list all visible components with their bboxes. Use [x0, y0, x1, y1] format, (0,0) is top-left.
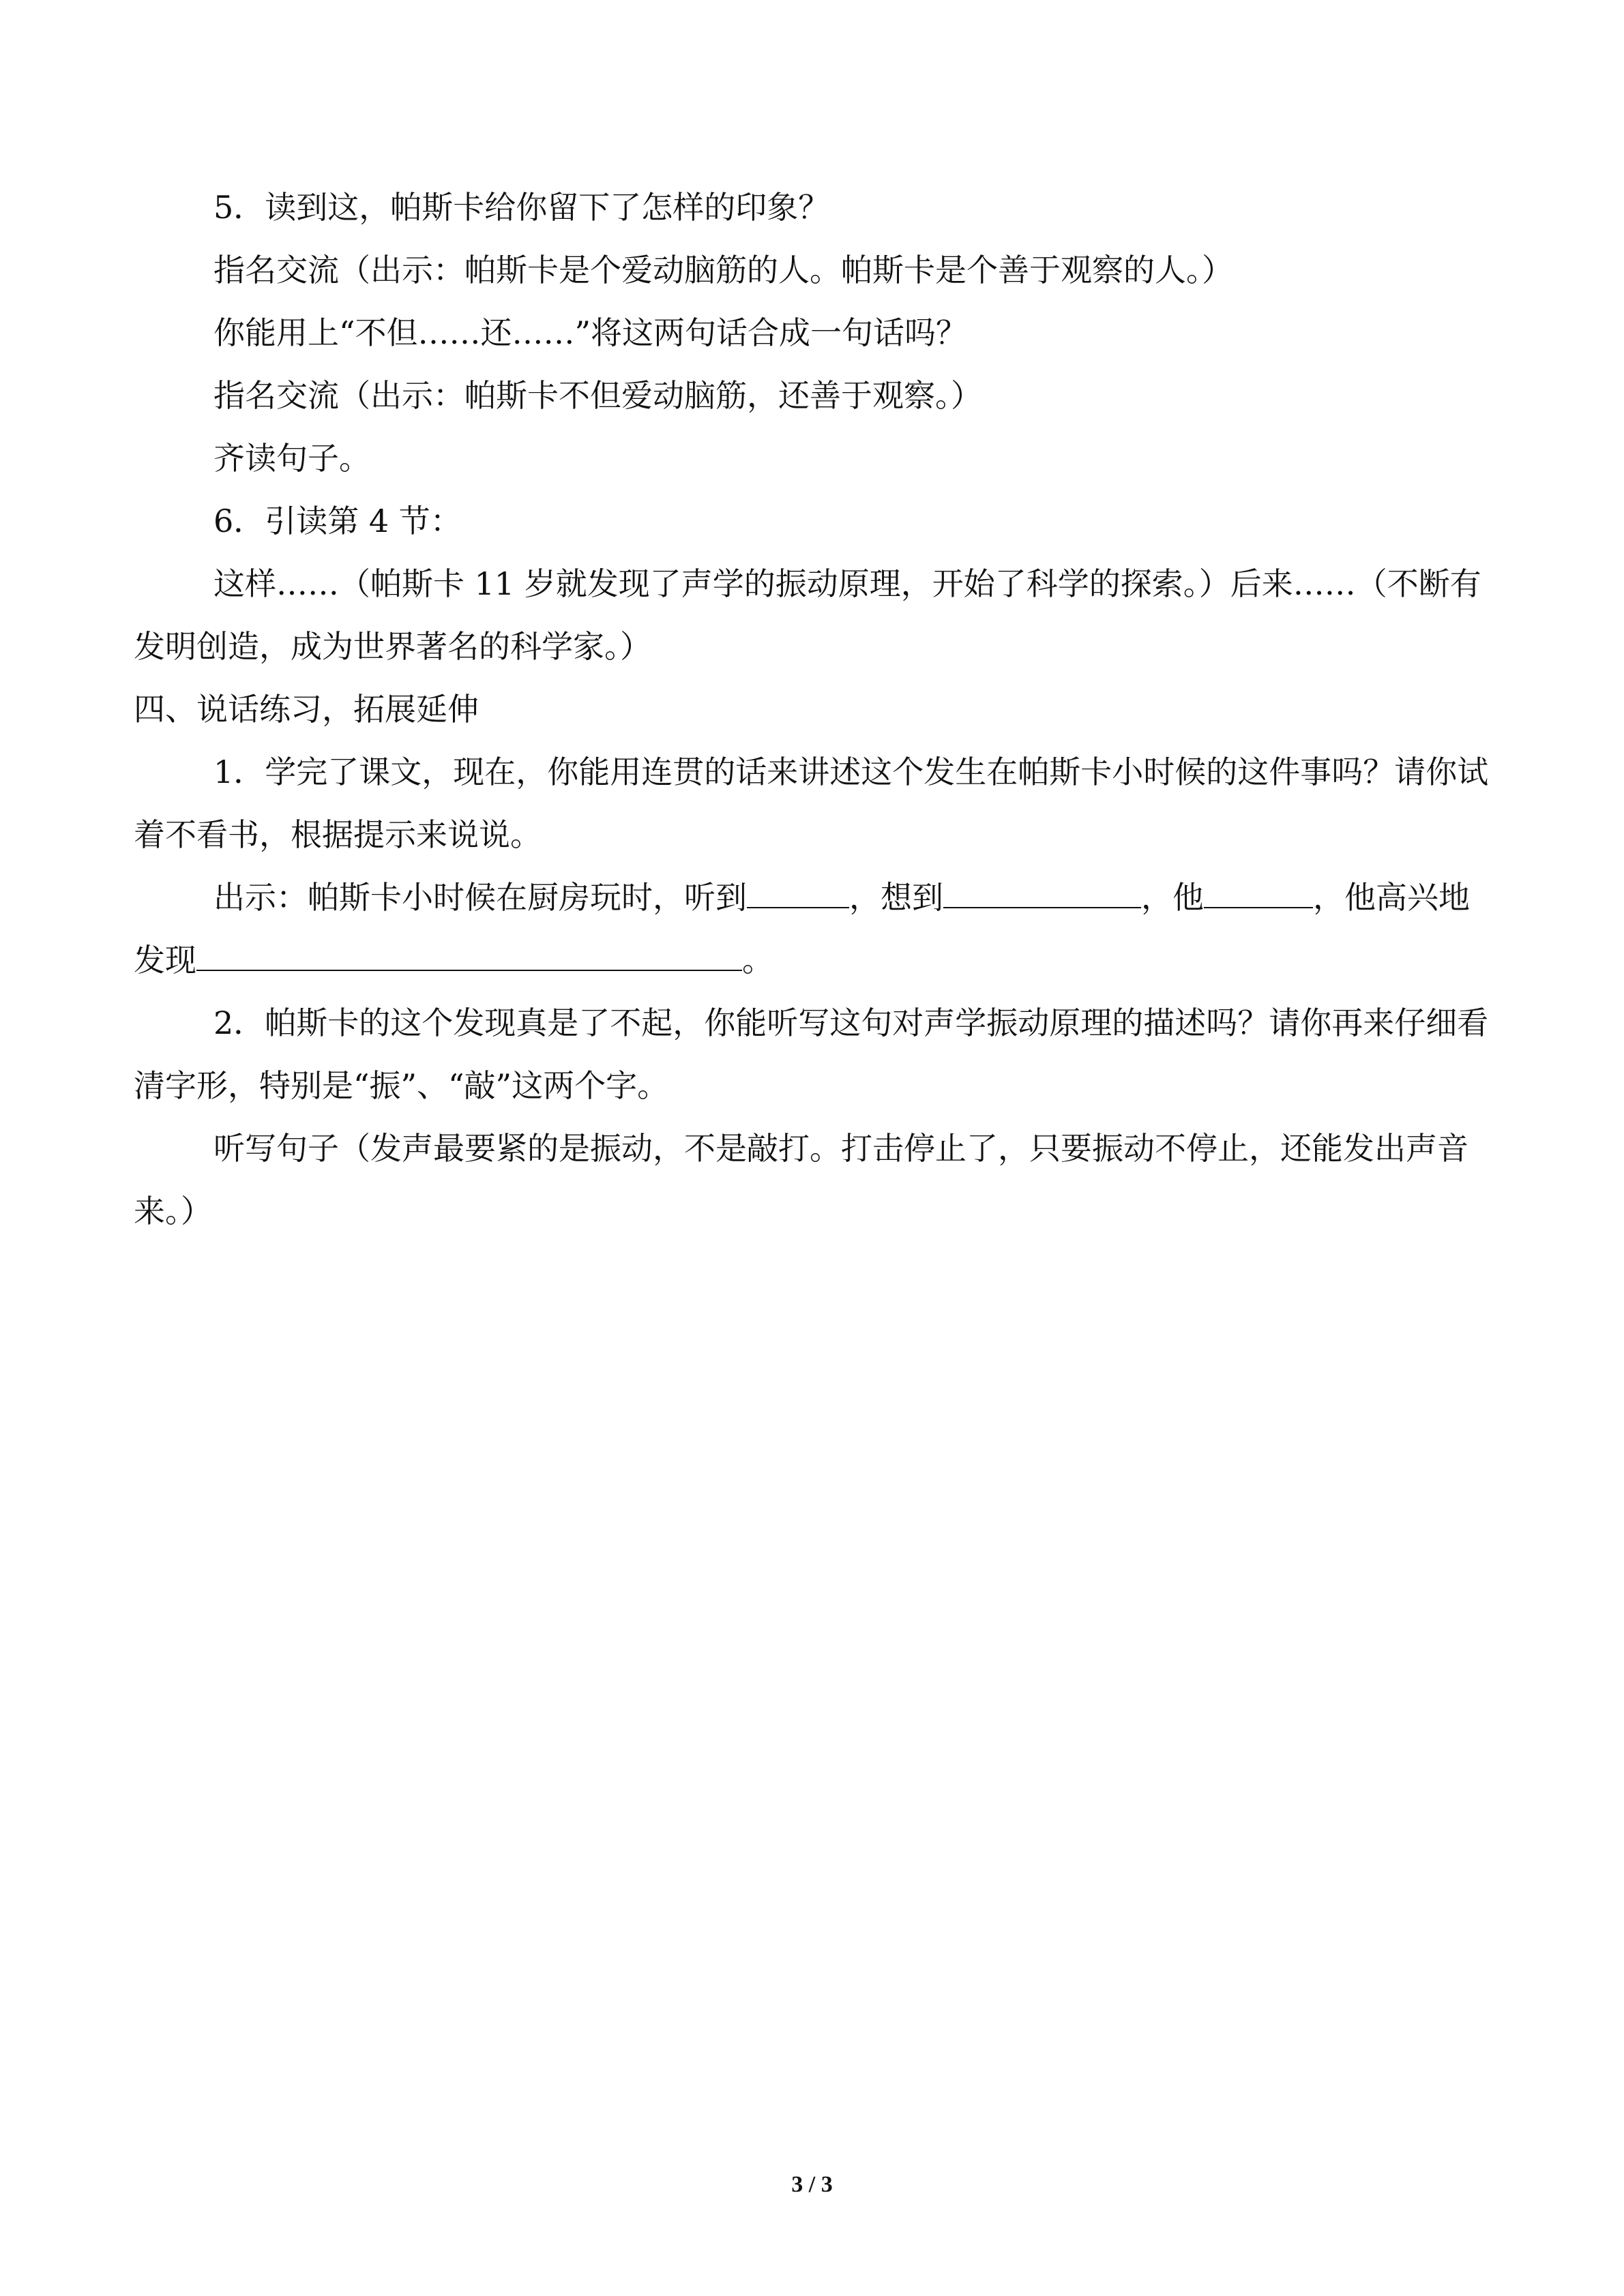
prompt-text-1: 出示：帕斯卡小时候在厨房玩时，听到	[213, 879, 747, 916]
guided-reading: 这样……（帕斯卡 11 岁就发现了声学的振动原理，开始了科学的探索。）后来……（不断有发明创造，成为世界著名的科学家。）	[134, 565, 1481, 665]
section-heading: 四、说话练习，拓展延伸	[134, 691, 479, 728]
read-together: 齐读句子。	[213, 440, 370, 477]
prompt-text-2: ，想到	[849, 879, 943, 916]
prompt-text-3: ，他	[1141, 879, 1204, 916]
speaking-task-1: 1．学完了课文，现在，你能用连贯的话来讲述这个发生在帕斯卡小时候的这件事吗？请你试着不看书，根据提示来说说。	[134, 754, 1489, 853]
blank-discovery	[196, 942, 742, 971]
blank-heard	[747, 880, 849, 908]
step-6: 6．引读第 4 节：	[213, 503, 462, 539]
dictation-task-2: 2．帕斯卡的这个发现真是了不起，你能听写这句对声学振动原理的描述吗？请你再来仔细看清字形，特别是“振”、“敲”这两个字。	[134, 1004, 1489, 1104]
exchange-2: 指名交流（出示：帕斯卡不但爱动脑筋，还善于观察。）	[213, 377, 982, 414]
dictation-sentence: 听写句子（发声最要紧的是振动，不是敲打。打击停止了，只要振动不停止，还能发出声音来。）	[134, 1130, 1468, 1229]
exchange-1: 指名交流（出示：帕斯卡是个爱动脑筋的人。帕斯卡是个善于观察的人。）	[213, 252, 1233, 288]
page-number: 3 / 3	[791, 2172, 833, 2197]
document-body	[134, 176, 1491, 1242]
prompt-text-5: 。	[742, 942, 773, 979]
question-5: 5．读到这，帕斯卡给你留下了怎样的印象？	[213, 189, 830, 226]
combine-sentence-prompt: 你能用上“不但……还……”将这两句话合成一句话吗？	[213, 314, 968, 351]
blank-thought	[943, 880, 1141, 908]
prompt-text-4: ，他高兴地发现	[134, 879, 1470, 979]
fill-in-prompt	[134, 866, 1491, 992]
blank-action	[1204, 880, 1313, 908]
